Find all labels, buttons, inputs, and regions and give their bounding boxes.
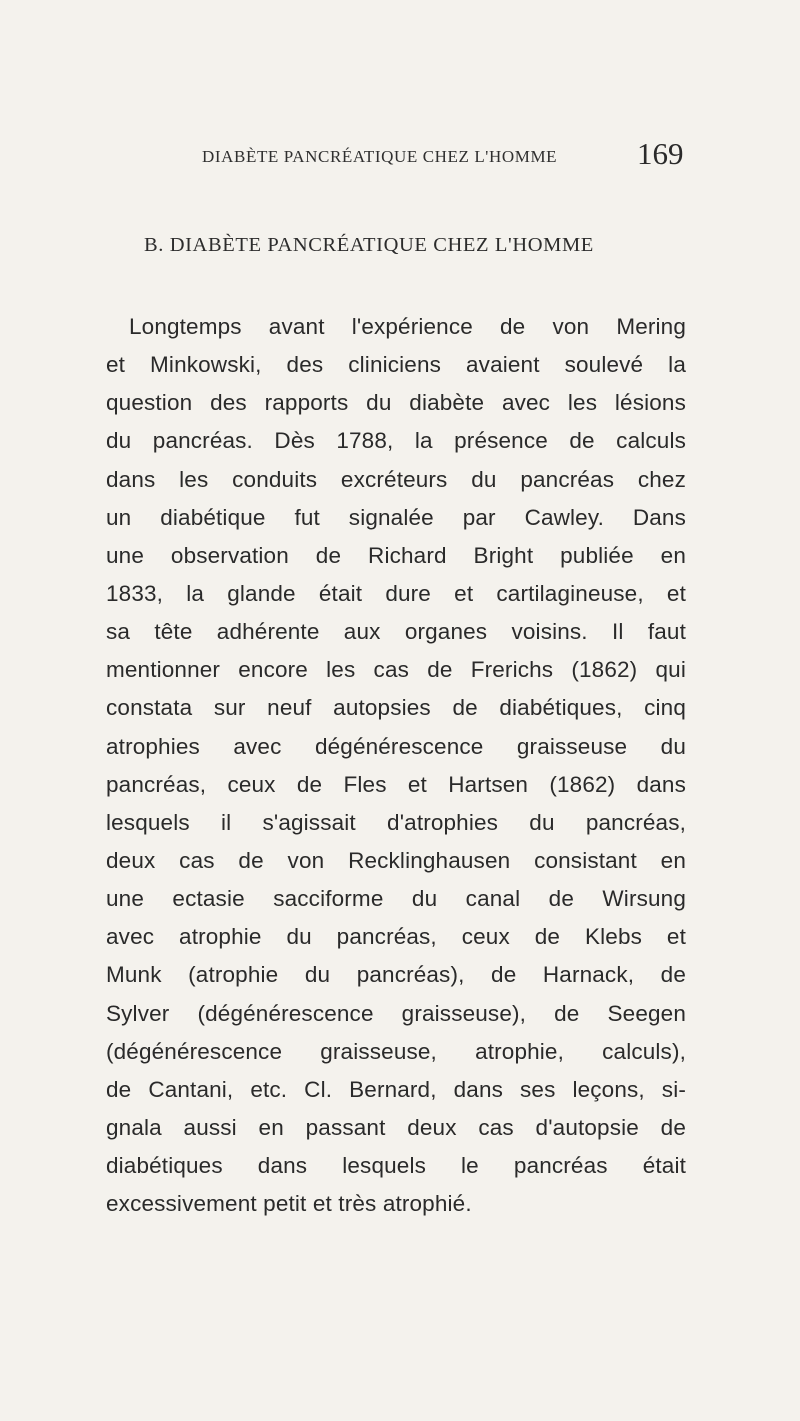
text-line: une observation de Richard Bright publiée en — [106, 542, 686, 568]
text-line: et Minkowski, des cliniciens avaient soulevé la — [106, 352, 686, 378]
text-line: Munk (atrophie du pancréas), de Harnack, de — [106, 962, 686, 988]
text-line: sa tête adhérente aux organes voisins. Il faut — [106, 619, 686, 645]
text-line: question des rapports du diabète avec les lésions — [106, 390, 686, 416]
text-line: une ectasie sacciforme du canal de Wirsung — [106, 886, 686, 912]
text-line: gnala aussi en passant deux cas d'autopsie de — [106, 1114, 686, 1140]
text-line: un diabétique fut signalée par Cawley. Dans — [106, 504, 686, 530]
text-line: mentionner encore les cas de Frerichs (1862) qui — [106, 657, 686, 683]
text-line: diabétiques dans lesquels le pancréas était — [106, 1153, 686, 1179]
text-line: de Cantani, etc. Cl. Bernard, dans ses leçons, si- — [106, 1076, 686, 1102]
section-title: B. DIABÈTE PANCRÉATIQUE CHEZ L'HOMME — [144, 234, 594, 256]
text-line: constata sur neuf autopsies de diabétiques, cinq — [106, 695, 686, 721]
text-line: excessivement petit et très atrophié. — [106, 1191, 472, 1217]
text-line: (dégénérescence graisseuse, atrophie, calculs), — [106, 1038, 686, 1064]
text-line: du pancréas. Dès 1788, la présence de calculs — [106, 428, 686, 454]
text-line: 1833, la glande était dure et cartilagineuse, et — [106, 580, 686, 606]
body-paragraph — [106, 308, 686, 1223]
text-line: pancréas, ceux de Fles et Hartsen (1862) dans — [106, 771, 686, 797]
text-line: lesquels il s'agissait d'atrophies du pancréas, — [106, 809, 686, 835]
text-line: dans les conduits excréteurs du pancréas chez — [106, 466, 686, 492]
text-line: deux cas de von Recklinghausen consistant en — [106, 847, 686, 873]
running-head: DIABÈTE PANCRÉATIQUE CHEZ L'HOMME — [202, 147, 558, 166]
text-line: Sylver (dégénérescence graisseuse), de Seegen — [106, 1000, 686, 1026]
text-line: avec atrophie du pancréas, ceux de Klebs et — [106, 924, 686, 950]
text-line: Longtemps avant l'expérience de von Mering — [129, 314, 686, 339]
text-line: atrophies avec dégénérescence graisseuse du — [106, 733, 686, 759]
page-number: 169 — [637, 136, 684, 171]
